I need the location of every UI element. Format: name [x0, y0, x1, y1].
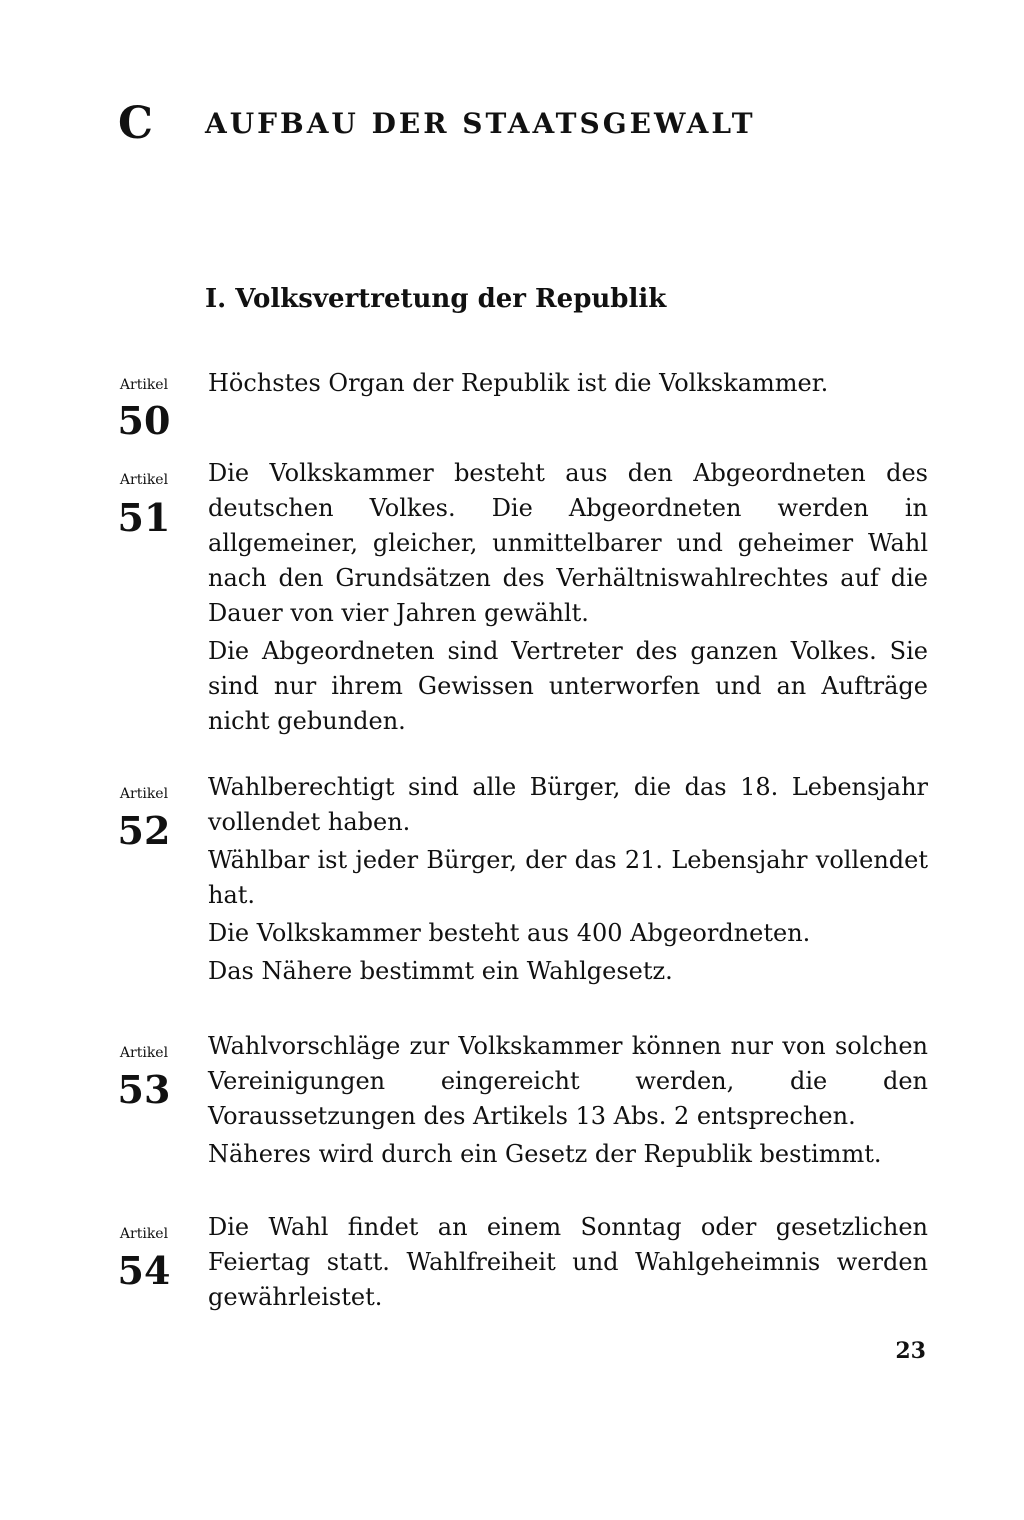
article-paragraph: Die Volkskammer besteht aus den Abgeordneten des deutschen Volkes. Die Abgeordneten werden in allgemeiner, gleicher, unmittelbarer und geheimer Wahl nach den Grundsätzen des Verhältniswahlrechtes auf die Dauer von vier Jahren gewählt.	[208, 459, 928, 627]
article-paragraph: Wahlberechtigt sind alle Bürger, die das 18. Lebensjahr vollendet haben.	[208, 773, 928, 836]
article-paragraph: Wählbar ist jeder Bürger, der das 21. Lebensjahr vollendet hat.	[208, 846, 928, 909]
article-number: 53	[117, 1067, 171, 1112]
article-label: Artikel	[119, 472, 169, 488]
article-number: 50	[117, 398, 171, 443]
article-paragraph: Das Nähere bestimmt ein Wahlgesetz.	[208, 957, 673, 985]
article-paragraph: Die Abgeordneten sind Vertreter des ganzen Volkes. Sie sind nur ihrem Gewissen unterworfen und an Aufträge nicht gebunden.	[208, 637, 928, 735]
article-paragraph: Die Volkskammer besteht aus 400 Abgeordneten.	[208, 919, 811, 947]
article-text	[208, 1210, 928, 1318]
subsection-title: I. Volksvertretung der Republik	[205, 284, 667, 314]
article-text	[208, 456, 928, 742]
article-number: 54	[117, 1248, 171, 1293]
article-paragraph: Die Wahl findet an einem Sonntag oder gesetzlichen Feiertag statt. Wahlfreiheit und Wahlgeheimnis werden gewährleistet.	[208, 1213, 928, 1311]
article-label: Artikel	[119, 1226, 169, 1242]
article-text	[208, 366, 928, 404]
article-label: Artikel	[119, 377, 169, 393]
article-number: 52	[117, 808, 171, 853]
article-paragraph: Höchstes Organ der Republik ist die Volkskammer.	[208, 369, 829, 397]
article-text	[208, 770, 928, 992]
article-text	[208, 1029, 928, 1175]
section-title: AUFBAU DER STAATSGEWALT	[205, 107, 756, 140]
article-label: Artikel	[119, 786, 169, 802]
section-letter: C	[118, 98, 154, 149]
article-paragraph: Wahlvorschläge zur Volkskammer können nur von solchen Vereinigungen eingereicht werden, die den Voraussetzungen des Artikels 13 Abs. 2 entsprechen.	[208, 1032, 928, 1130]
article-label: Artikel	[119, 1045, 169, 1061]
article-paragraph: Näheres wird durch ein Gesetz der Republik bestimmt.	[208, 1140, 882, 1168]
article-number: 51	[117, 495, 171, 540]
page-number: 23	[895, 1338, 926, 1364]
